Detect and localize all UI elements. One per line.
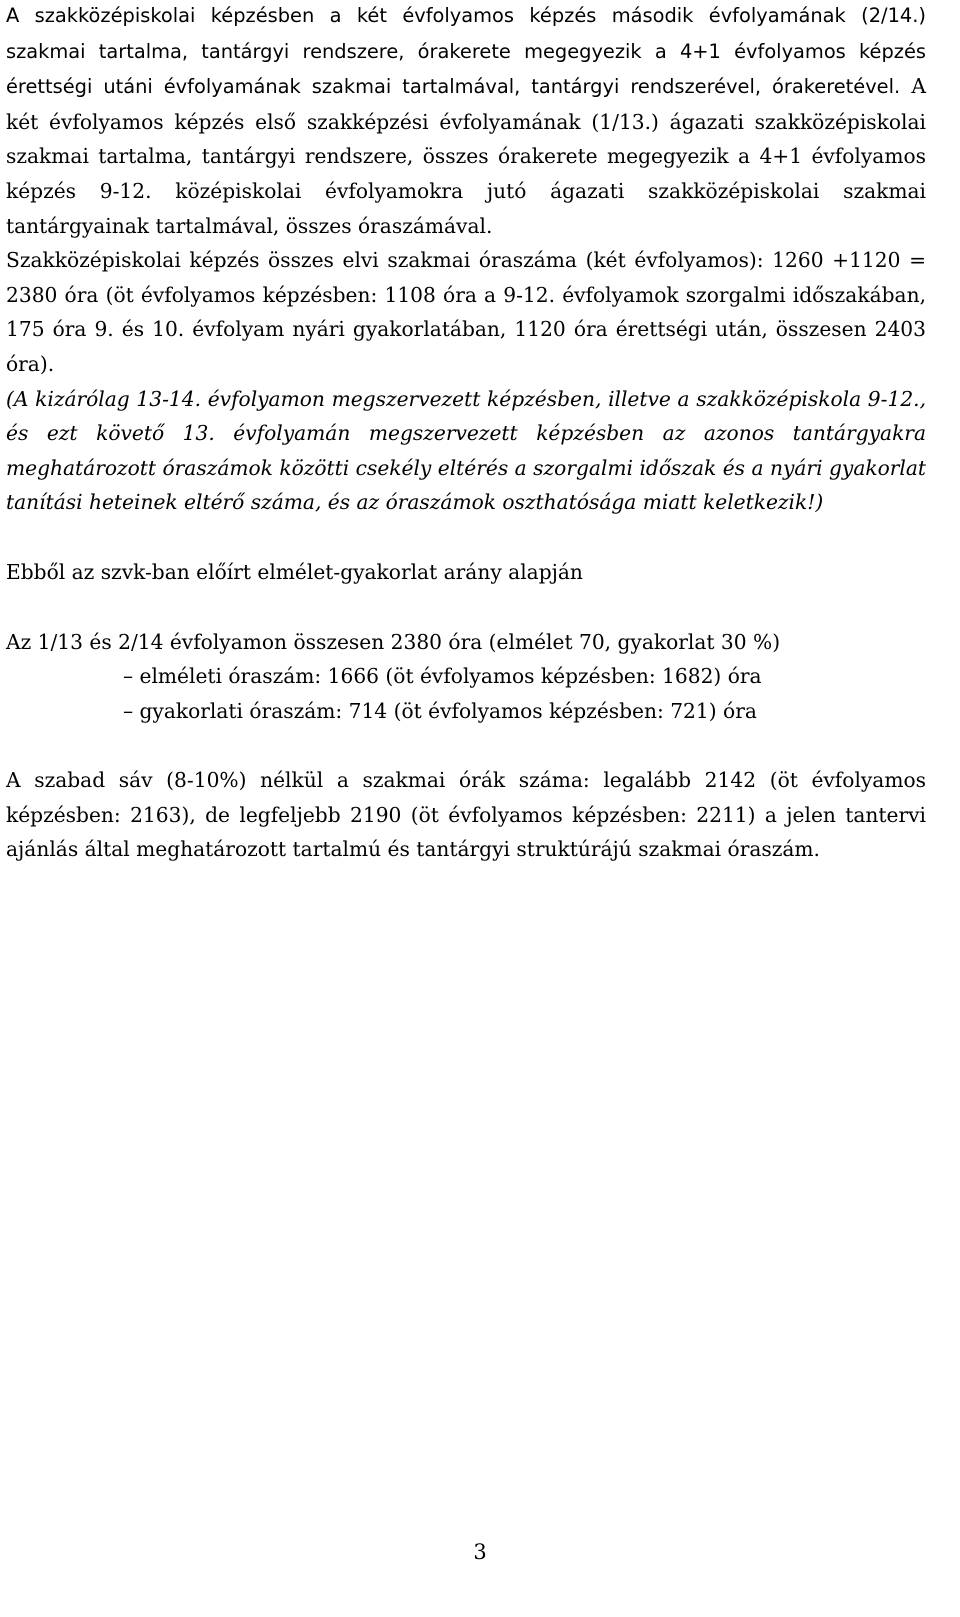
free-band-paragraph: A szabad sáv (8-10%) nélkül a szakmai órák száma: legalább 2142 (öt évfolyamos képzésben: 2163), de legfeljebb 2190 (öt évfolyamos képzésben: 2211) a jelen tantervi ajánlás által meghatározott tartalmú és tantárgyi struktúrájú szakmai óraszám. [6, 768, 926, 862]
summary-line: Az 1/13 és 2/14 évfolyamon összesen 2380 óra (elmélet 70, gyakorlat 30 %) [6, 629, 781, 654]
italic-note-paragraph: (A kizárólag 13-14. évfolyamon megszervezett képzésben, illetve a szakközépiskola 9-12., és ezt követő 13. évfolyamán megszervezett képzésben az azonos tantárgyakra meghatározott óraszámok közötti csekély eltérés a szorgalmi időszak és a nyári gyakorlat tanítási heteinek eltérő száma, és az óraszámok oszthatósága miatt keletkezik!) [6, 386, 926, 515]
page-number: 3 [473, 1540, 487, 1564]
theory-hours-item: – elméleti óraszám: 1666 (öt évfolyamos képzésben: 1682) óra [123, 664, 762, 689]
intro-paragraph-part-2: A két évfolyamos képzés első szakképzési évfolyamának (1/13.) ágazati szakközépiskolai szakmai tartalma, tantárgyi rendszere, összes órakerete megegyezik a 4+1 évfolyamos képzés 9-12. középiskolai évfolyamokra jutó ágazati szakközépiskolai szakmai tantárgyainak tartalmával, összes óraszámával. [6, 74, 926, 238]
ratio-heading: Ebből az szvk-ban előírt elmélet-gyakorlat arány alapján [6, 559, 583, 584]
document-page [6, 0, 926, 867]
intro-paragraph [6, 0, 926, 243]
practice-hours-item: – gyakorlati óraszám: 714 (öt évfolyamos képzésben: 721) óra [123, 698, 757, 723]
intro-paragraph-part-1: A szakközépiskolai képzésben a két évfolyamos képzés második évfolyamának (2/14.) szakmai tartalma, tantárgyi rendszere, órakerete megegyezik a 4+1 évfolyamos képzés érettségi utáni évfolyamának szakmai tartalmával, tantárgyi rendszerével, órakeretével. [6, 4, 926, 99]
total-hours-paragraph: Szakközépiskolai képzés összes elvi szakmai óraszáma (két évfolyamos): 1260 +1120 = 2380 óra (öt évfolyamos képzésben: 1108 óra a 9-12. évfolyamok szorgalmi időszakában, 175 óra 9. és 10. évfolyam nyári gyakorlatában, 1120 óra érettségi után, összesen 2403 óra). [6, 248, 926, 376]
